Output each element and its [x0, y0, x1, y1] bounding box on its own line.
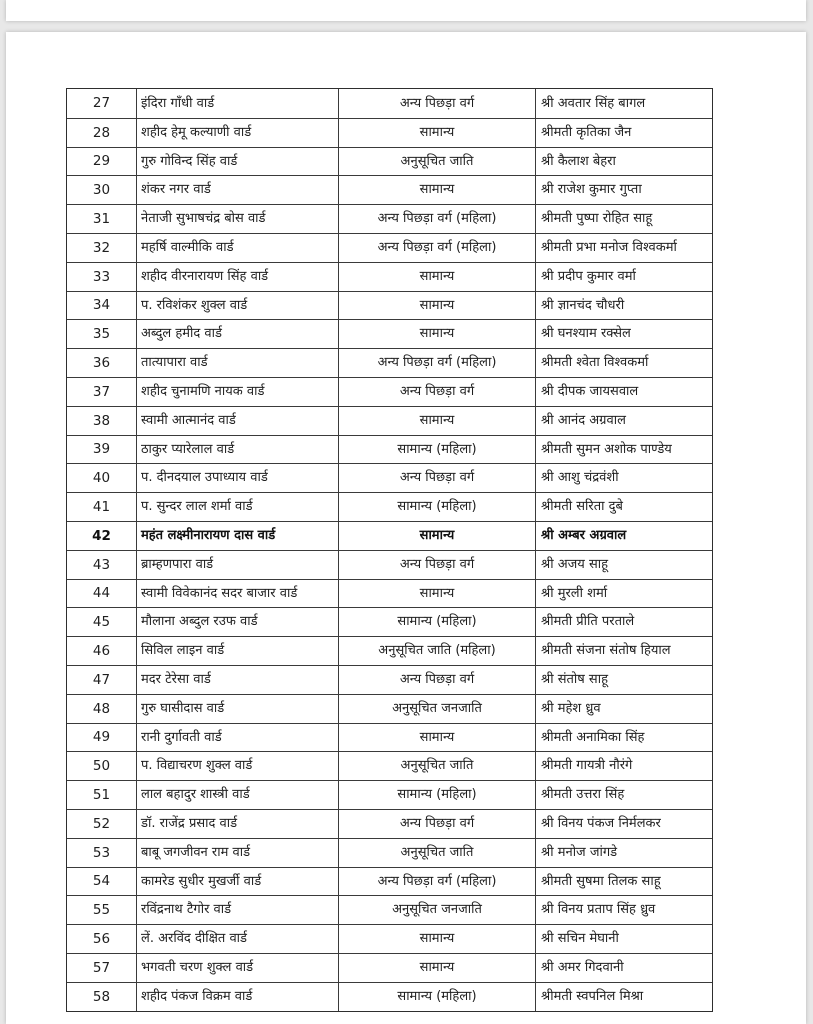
- category-cell: अन्य पिछड़ा वर्ग: [338, 666, 535, 694]
- ward-name-cell: डॉ. राजेंद्र प्रसाद वार्ड: [136, 810, 338, 838]
- candidate-name-cell: श्रीमती प्रीति परताले: [535, 608, 712, 636]
- table-row: [67, 665, 712, 694]
- ward-name-cell: नेताजी सुभाषचंद्र बोस वार्ड: [136, 205, 338, 233]
- table-row: [67, 147, 712, 176]
- category-cell: अन्य पिछड़ा वर्ग (महिला): [338, 234, 535, 262]
- ward-number-cell: 56: [92, 930, 111, 947]
- ward-number-cell: 35: [92, 326, 111, 343]
- table-row: [67, 550, 712, 579]
- category-cell: अनुसूचित जाति: [338, 148, 535, 176]
- ward-name-cell: शहीद चुनामणि नायक वार्ड: [136, 378, 338, 406]
- table-row: [67, 89, 712, 118]
- category-cell: सामान्य: [338, 954, 535, 982]
- ward-number-cell: 49: [92, 729, 111, 746]
- candidate-name-cell: श्री संतोष साहू: [535, 666, 712, 694]
- ward-name-cell: कामरेड सुधीर मुखर्जी वार्ड: [136, 868, 338, 896]
- ward-name-cell: अब्दुल हमीद वार्ड: [136, 320, 338, 348]
- ward-number-cell: 55: [92, 902, 111, 919]
- candidate-name-cell: श्रीमती संजना संतोष हियाल: [535, 637, 712, 665]
- candidate-name-cell: श्रीमती अनामिका सिंह: [535, 724, 712, 752]
- table-row: [67, 924, 712, 953]
- ward-number-cell: 50: [92, 758, 111, 775]
- category-cell: सामान्य (महिला): [338, 436, 535, 464]
- table-row: [67, 607, 712, 636]
- category-cell: सामान्य: [338, 407, 535, 435]
- candidate-name-cell: श्रीमती श्वेता विश्वकर्मा: [535, 349, 712, 377]
- ward-number-cell: 45: [92, 614, 111, 631]
- ward-name-cell: स्वामी आत्मानंद वार्ड: [136, 407, 338, 435]
- ward-number-cell: 29: [92, 153, 111, 170]
- candidate-name-cell: श्रीमती सुमन अशोक पाण्डेय: [535, 436, 712, 464]
- ward-number-cell: 28: [92, 124, 111, 141]
- candidate-name-cell: श्री मुरली शर्मा: [535, 580, 712, 608]
- category-cell: सामान्य: [338, 176, 535, 204]
- category-cell: सामान्य: [338, 522, 535, 550]
- ward-name-cell: इंदिरा गाँधी वार्ड: [136, 89, 338, 118]
- category-cell: सामान्य: [338, 925, 535, 953]
- ward-number-cell: 38: [92, 412, 111, 429]
- table-row: [67, 319, 712, 348]
- ward-number-cell: 31: [92, 211, 111, 227]
- table-row: [67, 463, 712, 492]
- previous-page-fragment: [6, 0, 806, 21]
- category-cell: सामान्य (महिला): [338, 608, 535, 636]
- candidate-name-cell: श्रीमती पुष्पा रोहित साहू: [535, 205, 712, 233]
- ward-name-cell: बाबू जगजीवन राम वार्ड: [136, 839, 338, 867]
- category-cell: अन्य पिछड़ा वर्ग: [338, 378, 535, 406]
- table-row: [67, 982, 712, 1011]
- ward-name-cell: स्वामी विवेकानंद सदर बाजार वार्ड: [136, 580, 338, 608]
- ward-number-cell: 40: [92, 470, 111, 487]
- ward-number-cell: 32: [92, 239, 111, 256]
- ward-name-cell: गुरु घासीदास वार्ड: [136, 695, 338, 723]
- ward-name-cell: लाल बहादुर शास्त्री वार्ड: [136, 781, 338, 809]
- candidate-name-cell: श्रीमती कृतिका जैन: [535, 119, 712, 147]
- category-cell: सामान्य: [338, 580, 535, 608]
- candidate-name-cell: श्री आशु चंद्रवंशी: [535, 464, 712, 492]
- ward-number-cell: 57: [92, 959, 111, 976]
- category-cell: सामान्य (महिला): [338, 983, 535, 1011]
- ward-name-cell: ब्राम्हणपारा वार्ड: [136, 551, 338, 579]
- ward-name-cell: शंकर नगर वार्ड: [136, 176, 338, 204]
- ward-name-cell: शहीद वीरनारायण सिंह वार्ड: [136, 263, 338, 291]
- table-row: [67, 723, 712, 752]
- ward-name-cell: भगवती चरण शुक्ल वार्ड: [136, 954, 338, 982]
- ward-number-cell: 34: [92, 297, 111, 314]
- candidate-table: [66, 88, 713, 1012]
- category-cell: अनुसूचित जनजाति: [338, 896, 535, 924]
- category-cell: सामान्य: [338, 119, 535, 147]
- table-row: [67, 291, 712, 320]
- table-row: [67, 838, 712, 867]
- ward-number-cell: 39: [92, 441, 111, 458]
- ward-name-cell: प. सुन्दर लाल शर्मा वार्ड: [136, 493, 338, 521]
- category-cell: सामान्य: [338, 263, 535, 291]
- candidate-name-cell: श्री घनश्याम रक्सेल: [535, 320, 712, 348]
- ward-name-cell: प. विद्याचरण शुक्ल वार्ड: [136, 752, 338, 780]
- ward-name-cell: प. रविशंकर शुक्ल वार्ड: [136, 292, 338, 320]
- ward-number-cell: 43: [92, 556, 111, 573]
- table-row: [67, 636, 712, 665]
- table-row: [67, 895, 712, 924]
- ward-number-cell: 47: [92, 671, 111, 688]
- ward-name-cell: रानी दुर्गावती वार्ड: [136, 724, 338, 752]
- candidate-name-cell: श्रीमती गायत्री नौरंगे: [535, 752, 712, 780]
- candidate-name-cell: श्री महेश ध्रुव: [535, 695, 712, 723]
- ward-number-cell: 48: [92, 700, 111, 717]
- candidate-name-cell: श्रीमती स्वपनिल मिश्रा: [535, 983, 712, 1011]
- table-row: [67, 867, 712, 896]
- category-cell: अन्य पिछड़ा वर्ग (महिला): [338, 349, 535, 377]
- category-cell: अनुसूचित जनजाति: [338, 695, 535, 723]
- candidate-name-cell: श्री विनय प्रताप सिंह ध्रुव: [535, 896, 712, 924]
- ward-name-cell: रविंद्रनाथ टैगोर वार्ड: [136, 896, 338, 924]
- candidate-name-cell: श्री आनंद अग्रवाल: [535, 407, 712, 435]
- category-cell: अनुसूचित जाति: [338, 752, 535, 780]
- candidate-name-cell: श्री मनोज जांगडे: [535, 839, 712, 867]
- ward-number-cell: 54: [92, 873, 111, 890]
- candidate-name-cell: श्रीमती उत्तरा सिंह: [535, 781, 712, 809]
- category-cell: सामान्य (महिला): [338, 493, 535, 521]
- category-cell: अन्य पिछड़ा वर्ग: [338, 551, 535, 579]
- candidate-name-cell: श्री अजय साहू: [535, 551, 712, 579]
- ward-number-cell: 37: [92, 383, 111, 400]
- ward-name-cell: महर्षि वाल्मीकि वार्ड: [136, 234, 338, 262]
- table-row: [67, 492, 712, 521]
- ward-name-cell: शहीद हेमू कल्याणी वार्ड: [136, 119, 338, 147]
- candidate-name-cell: श्री प्रदीप कुमार वर्मा: [535, 263, 712, 291]
- table-row: [67, 175, 712, 204]
- ward-number-cell: 42: [92, 527, 111, 544]
- candidate-name-cell: श्री ज्ञानचंद चौधरी: [535, 292, 712, 320]
- table-row: [67, 579, 712, 608]
- table-row: [67, 377, 712, 406]
- category-cell: अनुसूचित जाति: [338, 839, 535, 867]
- candidate-name-cell: श्री अवतार सिंह बागल: [535, 89, 712, 118]
- table-row: [67, 204, 712, 233]
- category-cell: अनुसूचित जाति (महिला): [338, 637, 535, 665]
- ward-number-cell: 46: [92, 642, 111, 659]
- ward-name-cell: गुरु गोविन्द सिंह वार्ड: [136, 148, 338, 176]
- candidate-name-cell: श्रीमती सुषमा तिलक साहू: [535, 868, 712, 896]
- ward-name-cell: प. दीनदयाल उपाध्याय वार्ड: [136, 464, 338, 492]
- ward-name-cell: शहीद पंकज विक्रम वार्ड: [136, 983, 338, 1011]
- table-row: [67, 118, 712, 147]
- document-page: [6, 32, 806, 1024]
- category-cell: सामान्य: [338, 724, 535, 752]
- category-cell: अन्य पिछड़ा वर्ग (महिला): [338, 205, 535, 233]
- ward-number-cell: 44: [92, 585, 111, 602]
- table-row: [67, 233, 712, 262]
- ward-number-cell: 53: [92, 844, 111, 861]
- ward-name-cell: लें. अरविंद दीक्षित वार्ड: [136, 925, 338, 953]
- ward-name-cell: सिविल लाइन वार्ड: [136, 637, 338, 665]
- candidate-name-cell: श्री अम्बर अग्रवाल: [535, 522, 712, 550]
- ward-name-cell: मदर टेरेसा वार्ड: [136, 666, 338, 694]
- ward-number-cell: 41: [92, 498, 111, 515]
- table-row: [67, 262, 712, 291]
- ward-name-cell: ठाकुर प्यारेलाल वार्ड: [136, 436, 338, 464]
- ward-number-cell: 27: [92, 95, 111, 112]
- ward-number-cell: 52: [92, 815, 111, 832]
- category-cell: सामान्य: [338, 292, 535, 320]
- category-cell: अन्य पिछड़ा वर्ग: [338, 464, 535, 492]
- category-cell: अन्य पिछड़ा वर्ग: [338, 810, 535, 838]
- category-cell: अन्य पिछड़ा वर्ग (महिला): [338, 868, 535, 896]
- ward-number-cell: 30: [92, 182, 111, 199]
- table-row: [67, 694, 712, 723]
- candidate-name-cell: श्रीमती प्रभा मनोज विश्वकर्मा: [535, 234, 712, 262]
- candidate-name-cell: श्रीमती सरिता दुबे: [535, 493, 712, 521]
- table-row: [67, 751, 712, 780]
- ward-number-cell: 58: [92, 988, 111, 1005]
- ward-number-cell: 33: [92, 268, 111, 285]
- table-row: [67, 809, 712, 838]
- table-row: [67, 521, 712, 550]
- ward-name-cell: मौलाना अब्दुल रउफ वार्ड: [136, 608, 338, 636]
- candidate-name-cell: श्री राजेश कुमार गुप्ता: [535, 176, 712, 204]
- category-cell: सामान्य: [338, 320, 535, 348]
- category-cell: सामान्य (महिला): [338, 781, 535, 809]
- candidate-name-cell: श्री अमर गिदवानी: [535, 954, 712, 982]
- table-row: [67, 780, 712, 809]
- candidate-name-cell: श्री सचिन मेघानी: [535, 925, 712, 953]
- table-row: [67, 435, 712, 464]
- candidate-name-cell: श्री कैलाश बेहरा: [535, 148, 712, 176]
- ward-number-cell: 36: [92, 354, 111, 371]
- table-row: [67, 406, 712, 435]
- ward-name-cell: तात्यापारा वार्ड: [136, 349, 338, 377]
- candidate-name-cell: श्री दीपक जायसवाल: [535, 378, 712, 406]
- ward-number-cell: 51: [92, 786, 111, 803]
- table-row: [67, 348, 712, 377]
- category-cell: अन्य पिछड़ा वर्ग: [338, 89, 535, 118]
- table-row: [67, 953, 712, 982]
- ward-name-cell: महंत लक्ष्मीनारायण दास वार्ड: [136, 522, 338, 550]
- candidate-name-cell: श्री विनय पंकज निर्मलकर: [535, 810, 712, 838]
